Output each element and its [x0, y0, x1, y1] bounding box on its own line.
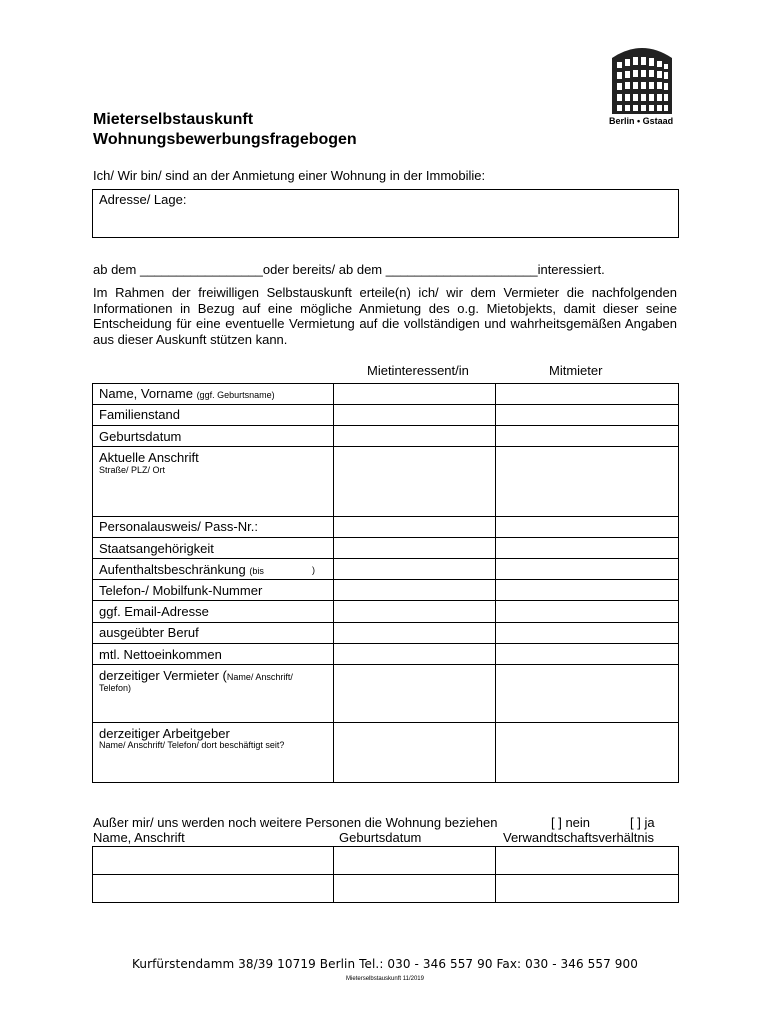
footer-address: Kurfürstendamm 38/39 10719 Berlin Tel.: 030 - 346 557 90 Fax: 030 - 346 557 900	[132, 957, 638, 971]
vermieter-sub-label: Name/ Anschrift/	[226, 672, 293, 682]
main-table-divider	[333, 383, 334, 783]
option-ja[interactable]: [ ] ja	[630, 815, 655, 830]
info-paragraph: Im Rahmen der freiwilligen Selbstauskunft erteile(n) ich/ wir dem Vermieter die nachfolgenden Informationen in Bezug auf eine mögliche Anmietung des o.g. Mietobjekts, damit dieser seine Entscheidung für eine eventuelle Vermietung auf die vollständigen und wahrheitsgemäßen Angaben aus dieser Auskunft stützen kann.	[93, 285, 677, 347]
vermieter-label: derzeitiger Vermieter (	[99, 668, 227, 683]
others-table-divider	[495, 846, 496, 903]
main-table-divider	[495, 383, 496, 783]
aufenthalt-label: Aufenthaltsbeschränkung	[99, 562, 246, 577]
interessiert-text: interessiert.	[537, 262, 605, 277]
row-label-familienstand: Familienstand	[99, 407, 180, 422]
others-col-verwandtschaft: Verwandtschaftsverhältnis	[503, 830, 655, 845]
row-label-beruf: ausgeübter Beruf	[99, 625, 199, 640]
row-line	[92, 579, 679, 580]
row-line	[92, 404, 679, 405]
footer-code: Mieterselbstauskunft 11/2019	[346, 976, 424, 982]
row-label-anschrift: Aktuelle Anschrift	[99, 450, 199, 465]
row-line	[92, 643, 679, 644]
row-label-telefon: Telefon-/ Mobilfunk-Nummer	[99, 583, 263, 598]
others-question	[93, 815, 497, 831]
aufenthalt-close-paren: )	[312, 565, 315, 575]
intro-text: Ich/ Wir bin/ sind an der Anmietung einer Wohnung in der Immobilie:	[93, 168, 486, 183]
row-sublabel-anschrift: Straße/ PLZ/ Ort	[99, 465, 166, 475]
row-line	[92, 664, 679, 665]
row-line	[92, 537, 679, 538]
row-line	[92, 558, 679, 559]
row-label-aufenthalt	[99, 562, 264, 578]
company-logo	[606, 44, 678, 126]
others-table-divider	[333, 846, 334, 903]
row-sublabel-arbeitgeber: Name/ Anschrift/ Telefon/ dort beschäftigt seit?	[99, 740, 285, 750]
row-line	[92, 516, 679, 517]
column-header-mietinteressent: Mietinteressent/in	[367, 363, 469, 378]
row-label-staat: Staatsangehörigkeit	[99, 541, 214, 556]
others-question-text: Außer mir/ uns werden noch weitere Personen die Wohnung beziehen	[93, 815, 498, 830]
address-label: Adresse/ Lage:	[99, 192, 187, 207]
row-line	[92, 722, 679, 723]
aufenthalt-sub-label: (bis	[249, 566, 264, 576]
name-sub-label: (ggf. Geburtsname)	[196, 390, 275, 400]
row-label-name	[99, 386, 275, 402]
row-label-arbeitgeber: derzeitiger Arbeitgeber	[99, 726, 230, 741]
others-col-geburtsdatum: Geburtsdatum	[339, 830, 422, 845]
row-line	[92, 600, 679, 601]
page-title: Mieterselbstauskunft	[93, 111, 254, 128]
row-label-einkommen: mtl. Nettoeinkommen	[99, 647, 222, 662]
others-col-name: Name, Anschrift	[93, 830, 185, 845]
logo-text: Berlin • Gstaad	[609, 116, 674, 126]
row-label-vermieter	[99, 668, 293, 684]
row-label-geburtsdatum: Geburtsdatum	[99, 429, 182, 444]
building-icon	[606, 44, 678, 114]
row-sublabel-vermieter: Telefon)	[99, 683, 132, 693]
name-label: Name, Vorname	[99, 386, 193, 401]
ab-dem-text: ab dem _________________	[93, 262, 263, 277]
row-line	[92, 446, 679, 447]
row-label-ausweis: Personalausweis/ Pass-Nr.:	[99, 519, 258, 534]
oder-bereits-text: oder bereits/ ab dem _____________________	[262, 262, 538, 277]
option-nein[interactable]: [ ] nein	[551, 815, 591, 830]
row-line	[92, 874, 679, 875]
row-label-email: ggf. Email-Adresse	[99, 604, 209, 619]
row-line	[92, 425, 679, 426]
row-line	[92, 622, 679, 623]
date-line	[93, 262, 605, 278]
page-subtitle: Wohnungsbewerbungsfragebogen	[93, 131, 357, 148]
column-header-mitmieter: Mitmieter	[549, 363, 603, 378]
